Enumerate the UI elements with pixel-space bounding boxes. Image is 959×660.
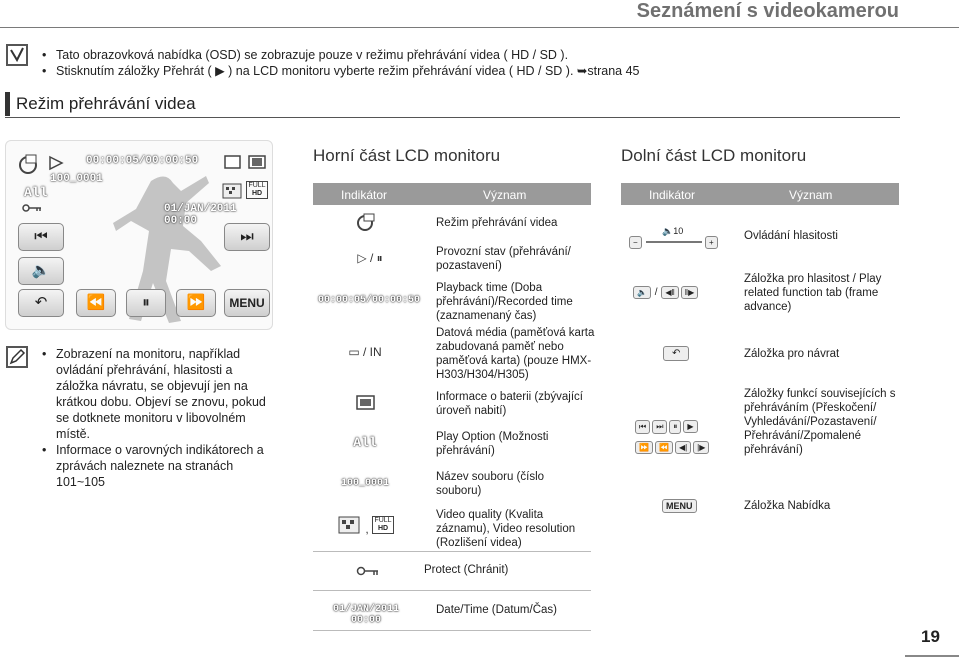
note-bullet: • Zobrazení na monitoru, například ovládání přehrávání, hlasitosti a záložka návratu, se objevují jen na krátkou dobu. Objeví se znovu, pokud se dotknete monitoru v libovolném místě.	[38, 346, 268, 442]
intro-bullet: • Tato obrazovková nabídka (OSD) se zobrazuje pouze v režimu přehrávání videa ( HD / SD ).	[38, 47, 898, 63]
fast-forward-icon: ⏩	[635, 441, 653, 454]
upper-row-indicator: 100_0001	[340, 478, 389, 489]
lcd-screen-illustration	[5, 140, 273, 330]
playback-tabs-indicator	[634, 416, 724, 455]
upper-row-indicator: 00:00:05/00:00:50	[318, 295, 421, 306]
protect-key-icon	[22, 203, 42, 213]
table-divider	[313, 630, 591, 631]
upper-row-indicator: ▷ / ⏸	[357, 251, 383, 265]
hd-label: HD	[251, 190, 263, 197]
skip-back-icon: ⏮	[635, 420, 650, 434]
speaker-icon: 🔈10	[662, 226, 684, 236]
upper-row-meaning: Režim přehrávání videa	[436, 217, 558, 229]
intro-bullets	[38, 47, 898, 79]
lower-row-meaning: Záložky funkcí souvisejících s přehráváním (Přeskočení/ Vyhledávání/Pozastavení/ Přehrávání/Zpomalené přehrávání)	[744, 388, 896, 456]
lower-table-title: Dolní část LCD monitoru	[621, 146, 807, 165]
frame-back-icon: ◀‖	[661, 286, 678, 299]
table-divider	[313, 590, 591, 591]
lower-row-meaning: Záložka pro návrat	[744, 348, 840, 360]
page-number: 19	[921, 627, 940, 646]
section-title: Režim přehrávání videa	[16, 94, 196, 113]
video-resolution-badge	[246, 181, 268, 199]
upper-row-indicator: ,	[365, 522, 369, 536]
rewind-icon: ⏪	[655, 441, 673, 454]
upper-row-meaning: Protect (Chránit)	[424, 564, 509, 576]
upper-row-meaning: Informace o baterii (zbývající úroveň nabití)	[436, 391, 584, 417]
section-divider	[5, 117, 900, 118]
upper-row-meaning: Datová média (paměťová karta zabudovaná paměť nebo paměťová karta) (pouze HMX-H303/H304/H305)	[436, 327, 595, 381]
video-play-mode-icon	[18, 153, 40, 175]
skip-forward-icon: ⏭	[652, 420, 667, 434]
frame-advance-icon: ‖▶	[681, 286, 698, 299]
volume-control-indicator	[628, 226, 722, 248]
section-marker	[5, 92, 10, 116]
slow-forward-icon: |▶	[693, 441, 709, 454]
note-bullets	[38, 346, 268, 490]
upper-row-meaning: Playback time (Doba přehrávání)/Recorded time (zaznamenaný čas)	[436, 282, 573, 322]
upper-row-indicator: ▭ / IN	[348, 345, 382, 359]
menu-tab-icon: MENU	[662, 499, 697, 513]
return-tab-icon: ↶	[663, 346, 689, 361]
return-button[interactable]: ↶	[18, 289, 64, 317]
skip-forward-button[interactable]: ⏭	[224, 223, 270, 251]
upper-col-meaning: Význam	[483, 188, 527, 202]
upper-row-meaning: Provozní stav (přehrávání/ pozastavení)	[436, 246, 571, 272]
full-label: FULL	[374, 517, 392, 524]
upper-table-title: Horní část LCD monitoru	[313, 146, 501, 165]
pause-button[interactable]: ⏸	[126, 289, 166, 317]
osd-timecode: 00:00:05/00:00:50	[86, 155, 199, 167]
full-label: FULL	[248, 182, 266, 189]
intro-bullet: • Stisknutím záložky Přehrát ( ▶ ) na LCD monitoru vyberte režim přehrávání videa ( HD / SD ). ➥strana 45	[38, 63, 898, 79]
upper-row-meaning: Název souboru (číslo souboru)	[436, 471, 545, 497]
slow-back-icon: ◀|	[675, 441, 691, 454]
volume-plus-icon: +	[705, 236, 718, 249]
table-divider	[313, 551, 591, 552]
upper-row-meaning: Play Option (Možnosti přehrávání)	[436, 431, 549, 457]
upper-table-header	[313, 183, 591, 205]
upper-row-indicator: 01/JAN/2011 00:00	[332, 604, 399, 626]
page-header-title: Seznámení s videokamerou	[636, 0, 899, 22]
protect-key-icon	[356, 565, 380, 577]
battery-icon	[248, 155, 268, 169]
page-number-rule	[905, 655, 959, 657]
volume-track	[646, 241, 702, 243]
osd-datetime: 01/JAN/2011 00:00	[164, 203, 237, 227]
lower-row-meaning: Záložka Nabídka	[744, 500, 831, 512]
upper-row-indicator: All	[353, 435, 377, 450]
lower-row-meaning: Ovládání hlasitosti	[744, 230, 838, 242]
note-pencil-icon	[6, 346, 28, 368]
volume-minus-icon: −	[629, 236, 642, 249]
lower-col-meaning: Význam	[789, 188, 833, 202]
checkmark-icon	[6, 44, 28, 66]
play-state-icon	[48, 155, 64, 171]
upper-row-meaning: Date/Time (Datum/Čas)	[436, 604, 557, 616]
lower-col-indicator: Indikátor	[649, 188, 696, 202]
note-bullet: • Informace o varovných indikátorech a zprávách naleznete na stranách 101~105	[38, 442, 268, 490]
volume-frame-tabs-indicator: 🔈 / ◀‖ ‖▶	[632, 286, 699, 299]
volume-button[interactable]: 🔈	[18, 257, 64, 285]
fast-forward-button[interactable]: ⏩	[176, 289, 216, 317]
lower-row-meaning: Záložka pro hlasitost / Play related function tab (frame advance)	[744, 273, 882, 313]
osd-play-option: All	[24, 185, 48, 200]
memory-card-icon	[224, 155, 242, 169]
video-resolution-badge	[372, 516, 394, 534]
lower-table-header	[621, 183, 899, 205]
video-quality-icon	[222, 183, 242, 199]
play-icon: ▶	[683, 420, 697, 433]
volume-tab-icon: 🔈	[633, 286, 651, 299]
hd-label: HD	[377, 525, 389, 532]
video-play-mode-icon	[356, 212, 378, 232]
video-quality-icon	[338, 516, 360, 534]
rewind-button[interactable]: ⏪	[76, 289, 116, 317]
volume-value: 10	[673, 226, 684, 236]
pause-icon: ⏸	[669, 420, 681, 434]
upper-row-meaning: Video quality (Kvalita záznamu), Video resolution (Rozlišení videa)	[436, 509, 576, 549]
menu-button[interactable]: MENU	[224, 289, 270, 317]
upper-col-indicator: Indikátor	[341, 188, 388, 202]
skip-back-button[interactable]: ⏮	[18, 223, 64, 251]
battery-icon	[356, 395, 376, 411]
header-divider	[0, 27, 959, 28]
osd-filename: 100_0001	[50, 173, 103, 185]
